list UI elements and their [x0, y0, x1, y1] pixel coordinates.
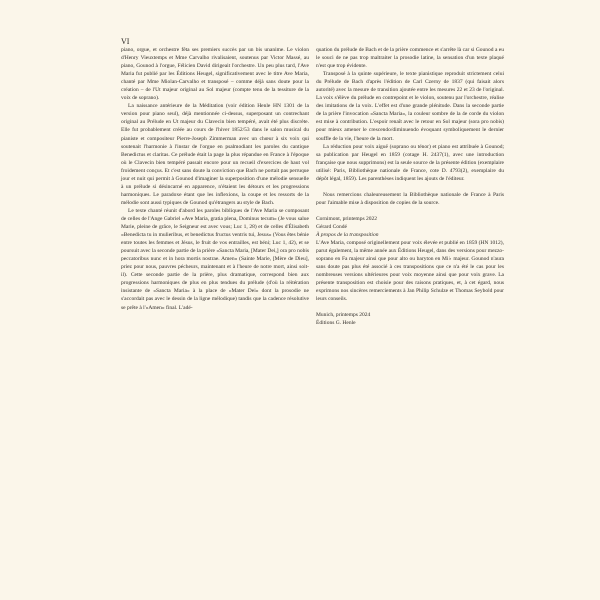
- signature-author: Éditions G. Henle: [316, 320, 356, 327]
- signature-place-date: Cornimont, printemps 2022: [316, 215, 377, 222]
- signature-block: [316, 215, 504, 231]
- paragraph: quation du prélude de Bach et de la prière commence et s'arrête là car si Gounod a eu le souci de ne pas trop maltraiter la prosodie latine, la sensation d'un texte plaqué n'est que trop évidente.: [316, 47, 504, 70]
- paragraph: Transposé à la quinte supérieure, le texte pianistique reproduit strictement celui du Prélude de Bach d'après l'édition de Carl Czerny de 1837 (qui faisait alors autorité) avec la mesure de transition ajoutée entre les mesures 22 et 23 de l'original. La voix s'élève du prélude en contrepoint et le violon, soutenu par l'orchestre, réalise des imitations de la voix. L'effet est d'une grande plénitude. Dans la seconde partie de la prière l'invocation «Sancta Maria», la couleur sombre de la 4e corde du violon est mise à contribution. L'espoir renaît avec le retour en Sol majeur (sora pro nobis) pour mieux amener le crescendo/diminuendo évoquant symboliquement le dernier souffle de la vie, l'heure de la mort.: [316, 71, 504, 142]
- page-number: VI: [121, 37, 130, 46]
- signature-place-date: Munich, printemps 2024: [316, 312, 371, 319]
- signature-author: Gérard Condé: [316, 223, 348, 230]
- section-title: À propos de la transposition: [316, 231, 379, 238]
- paragraph: La naissance antérieure de la Méditation (voir édition Henle HN 1301 de la version pour piano seul), déjà mentionnée ci-dessus, superposant un contrechant original au Prélude en Ut majeur du Clavecin bien tempéré, avait été plus discrète. Elle fut probablement créée au cours de l'hiver 1852/53 dans le salon musical du pianiste et compositeur Pierre-Joseph Zimmerman avec un chœur à six voix qui soutenait l'harmonie à l'instar de l'orgue en psalmodiant les paroles du cantique Benedictus et claritas. Ce prélude était la page la plus répandue en France à l'époque où le Clavecin bien tempéré passait encore pour un recueil d'exercices de haut vol froidement conçus. Et c'est sans doute la conviction que Bach ne portait pas perruque jour et nuit qui permit à Gounod d'imaginer la superposition d'une mélodie sensuelle à un prélude si désincarné en apparence, n'étaient les détours et les progressions harmoniques. Le paradoxe étant que les inflexions, la coupe et les ressorts de la mélodie sont aussi typiques de Gounod qu'étrangers au style de Bach.: [121, 103, 309, 206]
- right-column: [316, 46, 504, 328]
- left-column: [121, 46, 309, 312]
- signature-block: [316, 311, 504, 327]
- paragraph: Le texte chanté réunit d'abord les paroles bibliques de l'Ave Maria se composant de celles de l'Ange Gabriel «Ave Maria, gratia plena, Dominus tecum» (Je vous salue Marie, pleine de grâce, le Seigneur est avec vous; Luc 1, 28) et de celles d'Élisabeth «Benedicta tu in mulieribus, et benedictus fructus ventris tui, Jesus» (Vous êtes bénie entre toutes les femmes et Jésus, le fruit de vos entrailles, est béni; Luc 1, 42), et se poursuit avec la seconde partie de la prière «Sancta Maria, [Mater Dei,] ora pro nobis peccatoribus nunc et in hora mortis nostrae. Amen» (Sainte Marie, [Mère de Dieu], priez pour nous, pauvres pécheurs, maintenant et à l'heure de notre mort, ainsi soit-il). Cette seconde partie de la prière, plus dramatique, correspond bien aux progressions harmoniques de plus en plus tendues du prélude (d'où la réitération insistante de «Sancta Maria» à la place de «Mater Dei» dont la prosodie ne s'accordait pas avec le dessin de la ligne mélodique) tandis que la cadence résolutive se prête à l'«Amen» final. L'adé-: [121, 207, 309, 311]
- paragraph: La réduction pour voix aiguë (soprano ou ténor) et piano est attribuée à Gounod; sa publication par Heugel en 1859 (cotage H. 2437(1), avec une introduction française que nous supprimons) est la seule source de la présente édition (exemplaire utilisé: Paris, Bibliothèque nationale de France, cote D. 4793(2), exemplaire du dépôt légal, 1859). Les parenthèses indiquent les ajouts de l'éditeur.: [316, 143, 504, 182]
- acknowledgement: Nous remercions chaleureusement la Bibliothèque nationale de France à Paris pour l'aimable mise à disposition de copies de la source.: [316, 191, 504, 206]
- paragraph: piano, orgue, et orchestre fêta ses premiers succès par un bis unanime. Le violon d'Henry Vieuxtemps et Mme Carvalho rivalisaient, soutenus par Victor Massé, au piano, Gounod à l'orgue, Félicien David dirigeait l'orchestre. Un peu plus tard, l'Ave Maria fut publié par les Éditions Heugel, significativement avec le titre Ave Maria, chanté par Mme Miolan-Carvalho et transposé – comme déjà sans doute pour la création – de l'Ut majeur original au Sol majeur (compte tenu de la tessiture de la voix de soprano).: [121, 47, 309, 102]
- paragraph: L'Ave Maria, composé originellement pour voix élevée et publié en 1859 (HN 1012), parut également, la même année aux Éditions Heugel, dans des versions pour mezzo-soprano en Fa majeur ainsi que pour alto ou baryton en Mi♭ majeur. Gounod n'aura sans doute pas plus été associé à ces transpositions que ce n'a été le cas pour les nombreuses versions ultérieures pour voix moyenne ainsi que pour voix grave. La présente transposition est choisie pour des raisons pratiques, et, à cet égard, nous exprimons nos sincères remerciements à Jan Philip Schulze et Thomas Seybold pour leurs conseils.: [316, 240, 504, 303]
